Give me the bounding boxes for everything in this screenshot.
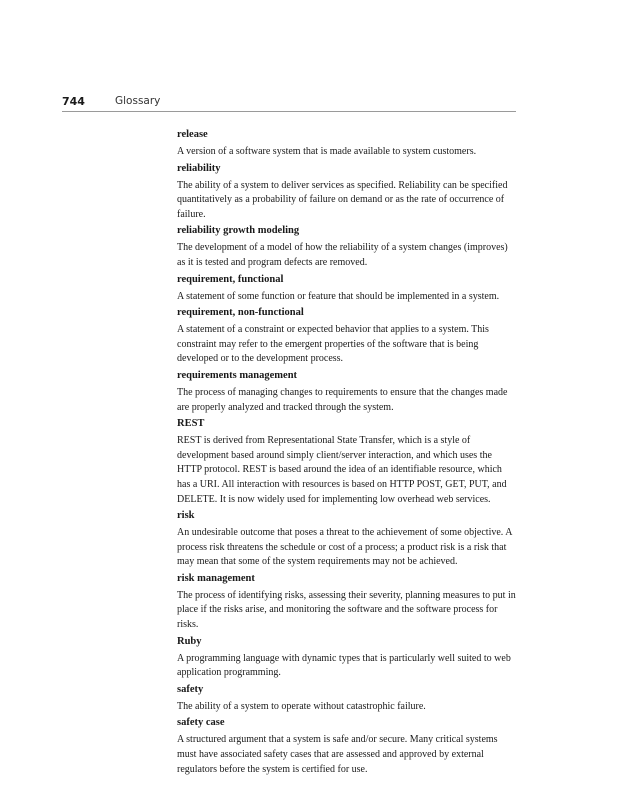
glossary-definition: REST is derived from Representational State Transfer, which is a style of development based around simply client/server interaction, and which uses the HTTP protocol. REST is based around the idea of an identifiable resource, which has a URI. All interaction with resources is based on HTTP POST, GET, PUT, and DELETE. It is now widely used for implementing low overhead web services. <box>177 435 507 505</box>
glossary-entry <box>177 716 517 777</box>
page-header <box>62 95 516 112</box>
glossary-term: requirement, functional <box>177 273 284 285</box>
glossary-definition: A programming language with dynamic types that is particularly well suited to web application programming. <box>177 652 511 679</box>
glossary-entry <box>177 224 517 270</box>
glossary-definition: The ability of a system to deliver services as specified. Reliability can be specified quantitatively as a probability of failure on demand or as the rate of occurrence of failure. <box>177 179 508 220</box>
glossary-entry <box>177 273 517 305</box>
glossary-term: Ruby <box>177 635 202 647</box>
glossary-list <box>177 128 517 779</box>
glossary-term: risk management <box>177 572 255 584</box>
glossary-entry <box>177 369 517 415</box>
page-number: 744 <box>62 95 85 108</box>
glossary-term: REST <box>177 418 205 430</box>
glossary-definition: A version of a software system that is made available to system customers. <box>177 146 477 157</box>
glossary-definition: A statement of a constraint or expected behavior that applies to a system. This constraint may refer to the emergent properties of the software that is being developed or to the development process. <box>177 324 489 365</box>
glossary-term: reliability <box>177 162 221 174</box>
running-head: Glossary <box>115 95 161 107</box>
glossary-entry <box>177 683 517 715</box>
glossary-entry <box>177 417 517 507</box>
glossary-entry <box>177 162 517 223</box>
glossary-term: safety <box>177 683 204 695</box>
glossary-term: requirement, non-functional <box>177 307 304 319</box>
glossary-term: requirements management <box>177 369 298 381</box>
glossary-definition: A statement of some function or feature that should be implemented in a system. <box>177 290 500 302</box>
glossary-definition: The process of identifying risks, assessing their severity, planning measures to put in place if the risks arise, and monitoring the software and the software process for risks. <box>177 589 516 631</box>
glossary-entry <box>177 635 517 681</box>
glossary-definition: An undesirable outcome that poses a threat to the achievement of some objective. A process risk threatens the schedule or cost of a process; a product risk is a risk that may mean that some of the system requirements may not be achieved. <box>177 527 512 568</box>
glossary-entry <box>177 128 517 160</box>
glossary-term: risk <box>177 510 195 522</box>
glossary-term: reliability growth modeling <box>177 225 300 237</box>
glossary-entry <box>177 509 517 570</box>
glossary-term: release <box>177 129 208 140</box>
glossary-definition: The development of a model of how the reliability of a system changes (improves) as it is tested and program defects are removed. <box>177 242 508 268</box>
glossary-definition: A structured argument that a system is safe and/or secure. Many critical systems must have associated safety cases that are assessed and approved by external regulators before the system is certified for use. <box>177 734 498 775</box>
glossary-definition: The ability of a system to operate without catastrophic failure. <box>177 700 426 712</box>
glossary-term: safety case <box>177 717 225 729</box>
glossary-entry <box>177 572 517 633</box>
glossary-entry <box>177 306 517 367</box>
glossary-definition: The process of managing changes to requirements to ensure that the changes made are properly analyzed and tracked through the system. <box>177 386 508 413</box>
